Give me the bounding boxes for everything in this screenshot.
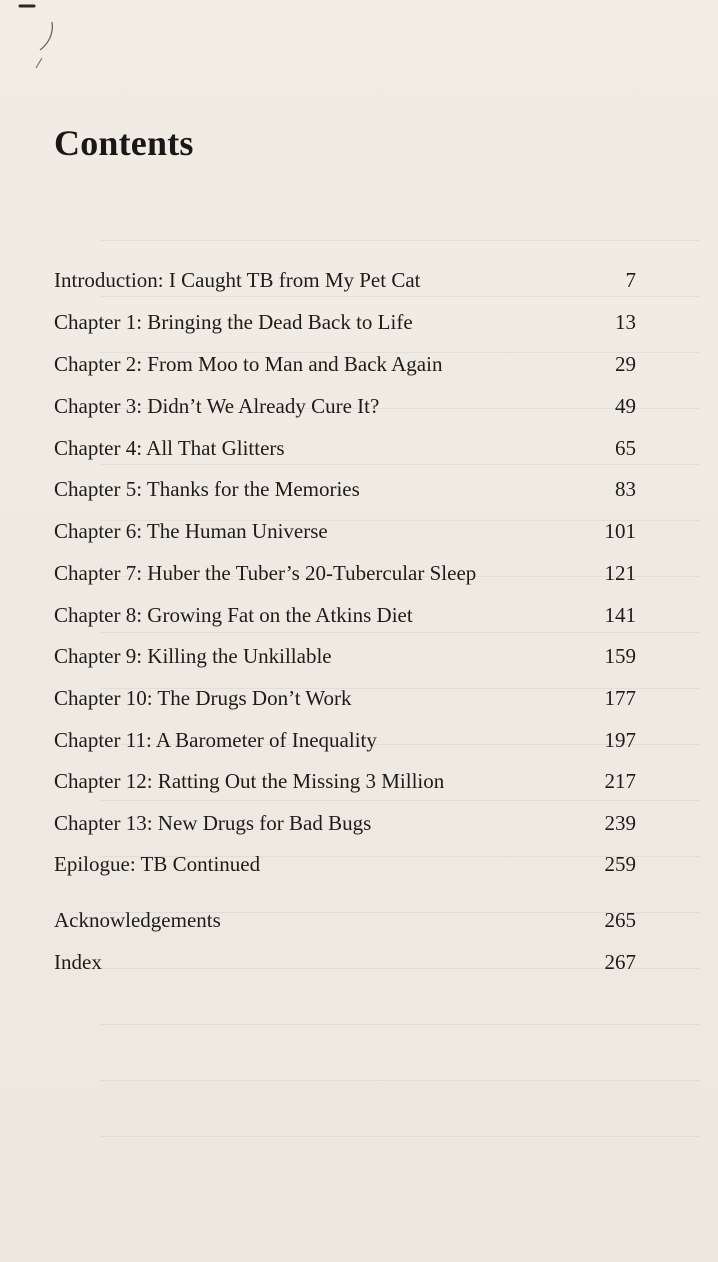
toc-entry-title: Chapter 2: From Moo to Man and Back Again [54,352,443,376]
toc-entry-acknowledgements [54,905,636,935]
toc-entry-page: 65 [615,436,636,460]
toc-entry-page: 141 [604,603,636,627]
toc-entry-index [54,947,636,977]
toc-entry-page: 49 [615,394,636,418]
toc-entry-page: 29 [615,352,636,376]
toc-entry-page: 197 [604,728,636,752]
toc-entry-chapter-2 [54,349,636,379]
toc-entry-title: Chapter 3: Didn’t We Already Cure It? [54,394,380,418]
toc-entry-chapter-12 [54,766,636,796]
toc-entry-page: 177 [604,686,636,710]
toc-entry-page: 13 [615,310,636,334]
toc-entry-page: 265 [604,908,636,932]
page-title: Contents [54,123,194,163]
toc-entry-title: Chapter 11: A Barometer of Inequality [54,728,377,752]
toc-entry-title: Chapter 9: Killing the Unkillable [54,644,332,668]
toc-entry-page: 159 [604,644,636,668]
toc-entry-title: Acknowledgements [54,908,221,932]
toc-entry-page: 267 [604,950,636,974]
toc-entry-chapter-10 [54,683,636,713]
toc-entry-title: Chapter 6: The Human Universe [54,519,328,543]
toc-entry-page: 121 [604,561,636,585]
toc-entry-chapter-13 [54,808,636,838]
toc-entry-page: 7 [625,268,636,292]
toc-entry-title: Chapter 12: Ratting Out the Missing 3 Million [54,769,445,793]
toc-entry-title: Chapter 8: Growing Fat on the Atkins Diet [54,603,413,627]
toc-entry-chapter-8 [54,600,636,630]
toc-entry-chapter-6 [54,516,636,546]
toc-entry-epilogue [54,849,636,879]
toc-entry-title: Epilogue: TB Continued [54,852,261,876]
toc-entry-title: Chapter 10: The Drugs Don’t Work [54,686,352,710]
toc-entry-title: Chapter 1: Bringing the Dead Back to Life [54,310,413,334]
toc-entry-chapter-11 [54,725,636,755]
toc-entry-title: Chapter 4: All That Glitters [54,436,285,460]
toc-entry-chapter-5 [54,474,636,504]
toc-entry-title: Chapter 13: New Drugs for Bad Bugs [54,811,372,835]
toc-entry-chapter-1 [54,307,636,337]
ink-mark [18,0,68,80]
toc-entry-page: 239 [604,811,636,835]
toc-entry-chapter-3 [54,391,636,421]
toc-entry-title: Chapter 7: Huber the Tuber’s 20-Tubercular Sleep [54,561,477,585]
toc-entry-page: 101 [604,519,636,543]
toc-entry-chapter-9 [54,641,636,671]
toc-entry-title: Introduction: I Caught TB from My Pet Cat [54,268,421,292]
toc-entry-page: 259 [604,852,636,876]
toc-entry-title: Chapter 5: Thanks for the Memories [54,477,360,501]
toc-entry-page: 83 [615,477,636,501]
toc-entry-chapter-4 [54,433,636,463]
toc-entry-introduction [54,265,636,295]
toc-entry-chapter-7 [54,558,636,588]
toc-entry-title: Index [54,950,102,974]
bleed-through-texture [70,0,710,1262]
toc-entry-page: 217 [604,769,636,793]
